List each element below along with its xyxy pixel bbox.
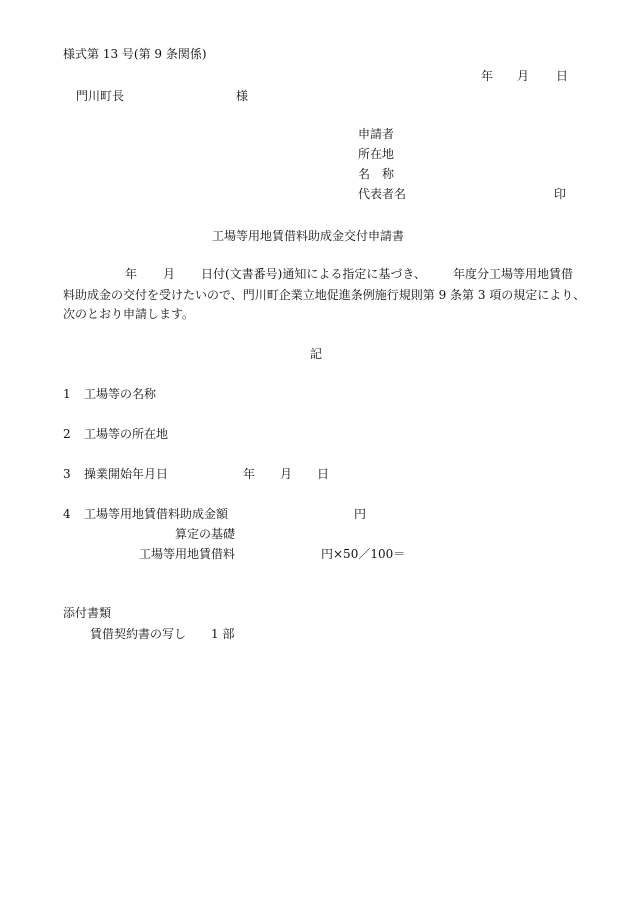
addressee-honorific: 様 [236, 89, 249, 103]
start-date-year: 年 [243, 467, 256, 481]
attachments-heading: 添付書類 [63, 606, 112, 620]
attachment-item: 賃借契約書の写し [90, 627, 187, 641]
item-label: 操業開始年月日 [84, 467, 169, 481]
body-text-segment: 日付(文書番号)通知による指定に基づき、 [201, 267, 426, 281]
item-number: 2 [63, 427, 71, 441]
ki-marker: 記 [310, 347, 323, 361]
date-month: 月 [517, 69, 530, 83]
item-number: 1 [63, 387, 71, 401]
applicant-address-label: 所在地 [358, 147, 395, 161]
body-month: 月 [163, 267, 176, 281]
start-date-day: 日 [317, 467, 330, 481]
form-number: 様式第 13 号(第 9 条関係) [63, 47, 207, 61]
body-text-tail: 年度分工場等用地賃借 [453, 267, 574, 281]
calculation-label: 工場等用地賃借料 [139, 547, 236, 561]
item-label: 工場等用地賃借料助成金額 [84, 507, 229, 521]
body-year: 年 [125, 267, 138, 281]
date-year: 年 [481, 69, 494, 83]
addressee-name: 門川町長 [76, 89, 125, 103]
body-text-line-3: 次のとおり申請します。 [63, 307, 195, 321]
item-label: 工場等の所在地 [84, 427, 169, 441]
body-text-line-2: 料助成金の交付を受けたいので、門川町企業立地促進条例施行規則第 9 条第 3 項の規定により、 [63, 288, 586, 302]
applicant-representative-label: 代表者名 [358, 187, 407, 201]
item-number: 3 [63, 467, 71, 481]
subsidy-unit: 円 [354, 507, 367, 521]
calculation-formula: 円×50／100＝ [321, 547, 406, 561]
item-number: 4 [63, 507, 71, 521]
date-day: 日 [556, 69, 569, 83]
document-title: 工場等用地賃借料助成金交付申請書 [212, 229, 405, 243]
start-date-month: 月 [280, 467, 293, 481]
seal-mark: 印 [554, 187, 567, 201]
calculation-heading: 算定の基礎 [175, 527, 236, 541]
attachment-count: 1 部 [211, 627, 235, 641]
item-label: 工場等の名称 [84, 387, 157, 401]
applicant-name-label: 名 称 [358, 167, 395, 181]
applicant-heading: 申請者 [358, 127, 395, 141]
